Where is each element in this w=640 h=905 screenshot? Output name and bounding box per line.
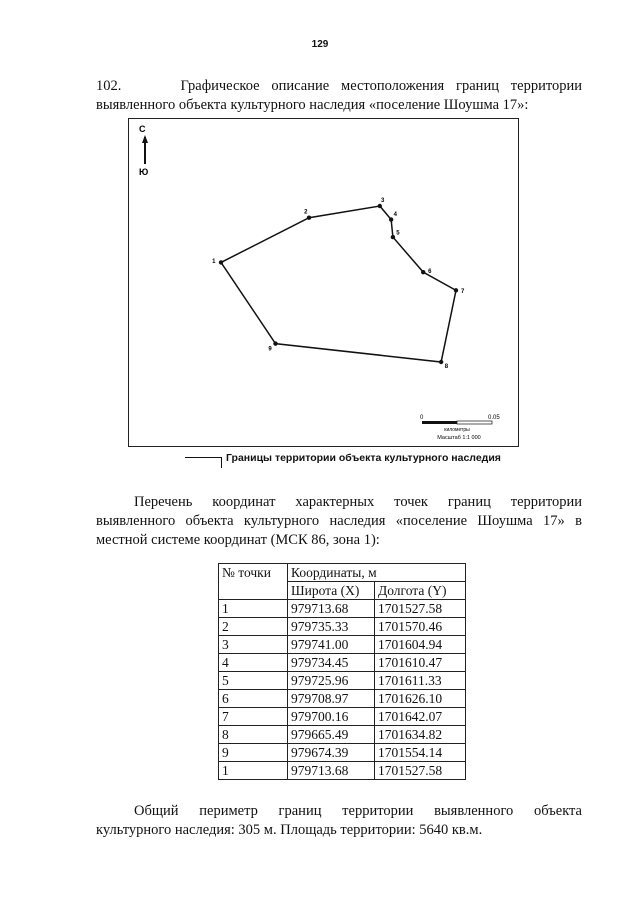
- boundary-point: [439, 360, 443, 364]
- page-number: 129: [311, 39, 329, 50]
- scale-unit-label: километры: [444, 427, 470, 433]
- cell-latitude: 979665.49: [288, 726, 375, 744]
- heading-line-2: выявленного объекта культурного наследия «поселение Шоушма 17»:: [96, 97, 529, 113]
- boundary-map-canvas: [129, 119, 518, 446]
- cell-latitude: 979734.45: [288, 654, 375, 672]
- heading-line-1: 102. Графическое описание местоположения границ территории: [96, 78, 582, 94]
- cell-latitude: 979735.33: [288, 618, 375, 636]
- cell-longitude: 1701611.33: [375, 672, 466, 690]
- section-heading: [96, 77, 582, 115]
- table-row: [219, 672, 466, 690]
- cell-point-number: 1: [219, 600, 288, 618]
- cell-point-number: 8: [219, 726, 288, 744]
- list-intro-line-1: Перечень координат характерных точек границ территории: [134, 494, 582, 510]
- cell-longitude: 1701634.82: [375, 726, 466, 744]
- header-longitude: Долгота (Y): [375, 582, 466, 600]
- boundary-point-label: 8: [444, 364, 449, 371]
- boundary-point: [307, 216, 311, 220]
- boundary-point-label: 4: [393, 212, 397, 219]
- table-row: [219, 654, 466, 672]
- boundary-point-label: 1: [212, 259, 216, 266]
- boundary-point: [273, 341, 277, 345]
- cell-longitude: 1701604.94: [375, 636, 466, 654]
- coordinate-table: [218, 563, 466, 780]
- boundary-point: [391, 235, 395, 239]
- cell-latitude: 979700.16: [288, 708, 375, 726]
- cell-latitude: 979741.00: [288, 636, 375, 654]
- scale-bar: [420, 415, 500, 441]
- cell-latitude: 979708.97: [288, 690, 375, 708]
- cell-longitude: 1701554.14: [375, 744, 466, 762]
- cell-point-number: 5: [219, 672, 288, 690]
- coordinate-list-intro: [96, 493, 582, 550]
- table-row: [219, 708, 466, 726]
- legend-line-sample: [185, 457, 222, 468]
- boundary-point: [421, 270, 425, 274]
- boundary-point-label: 7: [460, 288, 465, 295]
- table-header-row: [219, 564, 466, 582]
- table-row: [219, 690, 466, 708]
- boundary-point: [454, 288, 458, 292]
- summary-line-1: Общий периметр границ территории выявленного объекта: [134, 803, 582, 819]
- header-point-number: № точки: [219, 564, 288, 600]
- scale-bar-light: [457, 421, 492, 424]
- boundary-point-label: 9: [268, 346, 272, 353]
- list-intro-line-2: выявленного объекта культурного наследия «поселение Шоушма 17» в: [96, 513, 582, 529]
- cell-longitude: 1701626.10: [375, 690, 466, 708]
- legend-label: Границы территории объекта культурного наследия: [226, 452, 501, 464]
- cell-point-number: 7: [219, 708, 288, 726]
- cell-point-number: 4: [219, 654, 288, 672]
- header-coordinates: Координаты, м: [288, 564, 466, 582]
- boundary-point: [378, 204, 382, 208]
- boundary-point-label: 3: [381, 197, 385, 204]
- cell-latitude: 979725.96: [288, 672, 375, 690]
- scale-start-label: 0: [420, 415, 424, 421]
- south-label: Ю: [139, 167, 149, 177]
- north-label: С: [139, 124, 146, 134]
- table-row: [219, 600, 466, 618]
- table-row: [219, 744, 466, 762]
- table-row: [219, 618, 466, 636]
- cell-point-number: 2: [219, 618, 288, 636]
- boundary-point-label: 2: [304, 209, 308, 216]
- scale-ratio-label: Масштаб 1:1 000: [437, 435, 481, 441]
- cell-point-number: 3: [219, 636, 288, 654]
- cell-longitude: 1701527.58: [375, 600, 466, 618]
- north-arrow: [139, 124, 148, 177]
- cell-point-number: 6: [219, 690, 288, 708]
- cell-longitude: 1701642.07: [375, 708, 466, 726]
- boundary-polygon: [221, 206, 456, 362]
- summary-paragraph: [96, 802, 582, 840]
- scale-bar-dark: [422, 421, 457, 424]
- table-row: [219, 762, 466, 780]
- boundary-point-label: 5: [396, 230, 400, 237]
- boundary-layer: [212, 198, 465, 370]
- table-row: [219, 726, 466, 744]
- cell-latitude: 979674.39: [288, 744, 375, 762]
- summary-line-2: культурного наследия: 305 м. Площадь территории: 5640 кв.м.: [96, 822, 483, 838]
- header-latitude: Широта (X): [288, 582, 375, 600]
- cell-point-number: 1: [219, 762, 288, 780]
- cell-latitude: 979713.68: [288, 600, 375, 618]
- cell-point-number: 9: [219, 744, 288, 762]
- scale-end-label: 0.05: [488, 415, 500, 421]
- boundary-map: [128, 118, 519, 447]
- boundary-point: [219, 260, 223, 264]
- table-row: [219, 636, 466, 654]
- cell-latitude: 979713.68: [288, 762, 375, 780]
- list-intro-line-3: местной системе координат (МСК 86, зона 1):: [96, 532, 380, 548]
- cell-longitude: 1701570.46: [375, 618, 466, 636]
- cell-longitude: 1701527.58: [375, 762, 466, 780]
- north-arrow-head: [142, 135, 148, 143]
- cell-longitude: 1701610.47: [375, 654, 466, 672]
- boundary-point-label: 6: [428, 269, 432, 276]
